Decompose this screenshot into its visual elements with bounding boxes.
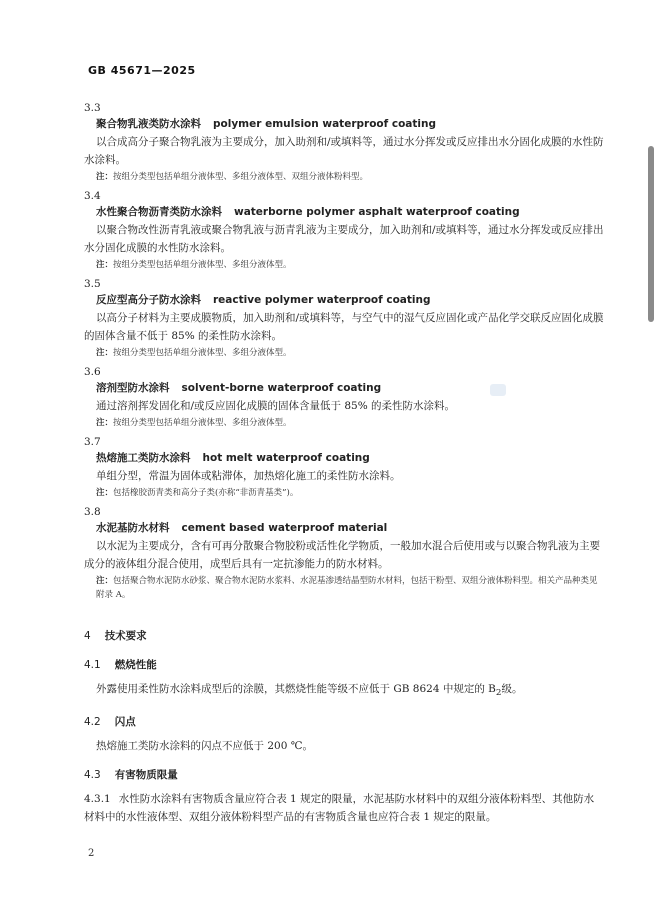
term-title-zh: 水性聚合物沥青类防水涂料	[96, 206, 222, 218]
note-text: 按组分类型包括单组分液体型、多组分液体型。	[113, 260, 292, 270]
note-label: 注：	[96, 488, 114, 498]
note-label: 注：	[96, 418, 114, 428]
section-title: 燃烧性能	[114, 659, 157, 671]
term-title-en: cement based waterproof material	[181, 522, 388, 534]
term-title-zh: 聚合物乳液类防水涂料	[96, 118, 201, 130]
term-title-zh: 水泥基防水材料	[96, 522, 170, 534]
term-title	[96, 116, 604, 131]
term-definition: 以高分子材料为主要成膜物质，加入助剂和/或填料等，与空气中的湿气反应固化或产品化学交联反应固化成膜的固体含量不低于 85% 的柔性防水涂料。	[84, 312, 604, 342]
term-3-4	[84, 190, 604, 272]
page-number: 2	[88, 848, 95, 859]
term-definition: 单组分型，常温为固体或粘滞体，加热熔化施工的柔性防水涂料。	[96, 470, 401, 482]
section-number: 4.3	[84, 769, 101, 782]
watermark-icon	[490, 384, 506, 396]
term-title	[96, 450, 604, 465]
term-title-zh: 热熔施工类防水涂料	[96, 452, 191, 464]
section-4-3-1-text	[84, 790, 604, 826]
section-title: 技术要求	[104, 630, 147, 642]
term-3-8	[84, 506, 604, 602]
note-label: 注：	[96, 348, 114, 358]
note-text: 按组分类型包括单组分液体型、多组分液体型。	[113, 348, 292, 358]
page-content	[84, 96, 604, 826]
term-definition: 通过溶剂挥发固化和/或反应固化成膜的固体含量低于 85% 的柔性防水涂料。	[96, 400, 456, 412]
term-title	[96, 520, 604, 535]
term-note	[96, 170, 604, 184]
section-4-heading	[84, 628, 604, 643]
term-note	[96, 258, 604, 272]
vertical-scrollbar[interactable]	[648, 146, 654, 322]
section-4-2-heading	[84, 714, 604, 729]
section-4-1-text	[84, 680, 604, 702]
text-part: 外露使用柔性防水涂料成型后的涂膜，其燃烧性能等级不应低于 GB 8624 中规定的 B	[96, 683, 496, 695]
term-3-3	[84, 102, 604, 184]
section-number: 4.3.1	[84, 793, 111, 806]
term-title	[96, 292, 604, 307]
section-4-3-heading	[84, 767, 604, 782]
note-label: 注：	[96, 260, 114, 270]
subscript: 2	[495, 688, 502, 699]
standard-header: GB 45671—2025	[88, 64, 196, 77]
term-note	[96, 486, 604, 500]
note-text: 按组分类型包括单组分液体型、多组分液体型。	[113, 418, 292, 428]
note-text: 按组分类型包括单组分液体型、多组分液体型、双组分液体粉料型。	[113, 172, 369, 182]
term-title-en: reactive polymer waterproof coating	[213, 294, 431, 306]
term-note	[96, 346, 604, 360]
term-number: 3.5	[84, 278, 101, 290]
term-note	[96, 574, 604, 602]
section-4-1-heading	[84, 657, 604, 672]
term-number: 3.8	[84, 506, 101, 518]
term-number: 3.6	[84, 366, 101, 378]
term-number: 3.4	[84, 190, 101, 202]
section-title: 闪点	[114, 716, 136, 729]
term-3-5	[84, 278, 604, 360]
section-4-2-text: 热熔施工类防水涂料的闪点不应低于 200 ℃。	[96, 740, 313, 753]
term-title-zh: 溶剂型防水涂料	[96, 382, 170, 394]
term-title-en: waterborne polymer asphalt waterproof coating	[234, 206, 520, 218]
term-definition: 以水泥为主要成分，含有可再分散聚合物胶粉或活性化学物质，一般加水混合后使用或与以聚合物乳液为主要成分的液体组分混合使用，成型后具有一定抗渗能力的防水材料。	[84, 540, 600, 570]
term-title-en: polymer emulsion waterproof coating	[213, 118, 436, 130]
text-part: 级。	[501, 683, 523, 695]
note-label: 注：	[96, 576, 114, 586]
term-definition: 以合成高分子聚合物乳液为主要成分，加入助剂和/或填料等，通过水分挥发或反应排出水分固化成膜的水性防水涂料。	[84, 136, 604, 166]
paragraph-text: 水性防水涂料有害物质含量应符合表 1 规定的限量，水泥基防水材料中的双组分液体粉料型、其他防水材料中的水性液体型、双组分液体粉料型产品的有害物质含量也应符合表 1 规定的限量。	[84, 793, 595, 824]
note-label: 注：	[96, 172, 114, 182]
term-title	[96, 204, 604, 219]
term-title	[96, 380, 604, 395]
note-text: 包括聚合物水泥防水砂浆、聚合物水泥防水浆料、水泥基渗透结晶型防水材料，包括干粉型、双组分液体粉料型。相关产品种类见附录 A。	[96, 576, 598, 600]
term-title-en: hot melt waterproof coating	[202, 452, 370, 464]
term-title-en: solvent-borne waterproof coating	[181, 382, 382, 394]
term-3-7	[84, 436, 604, 500]
section-title: 有害物质限量	[114, 769, 178, 782]
section-number: 4.2	[84, 716, 101, 729]
note-text: 包括橡胶沥青类和高分子类(亦称“非沥青基类”)。	[113, 488, 299, 498]
term-number: 3.3	[84, 102, 101, 114]
term-3-6	[84, 366, 604, 430]
section-number: 4	[84, 630, 91, 642]
term-note	[96, 416, 604, 430]
section-number: 4.1	[84, 659, 101, 671]
term-definition: 以聚合物改性沥青乳液或聚合物乳液与沥青乳液为主要成分，加入助剂和/或填料等，通过水分挥发或反应排出水分固化成膜的水性防水涂料。	[84, 224, 604, 254]
term-number: 3.7	[84, 436, 101, 448]
term-title-zh: 反应型高分子防水涂料	[96, 294, 201, 306]
